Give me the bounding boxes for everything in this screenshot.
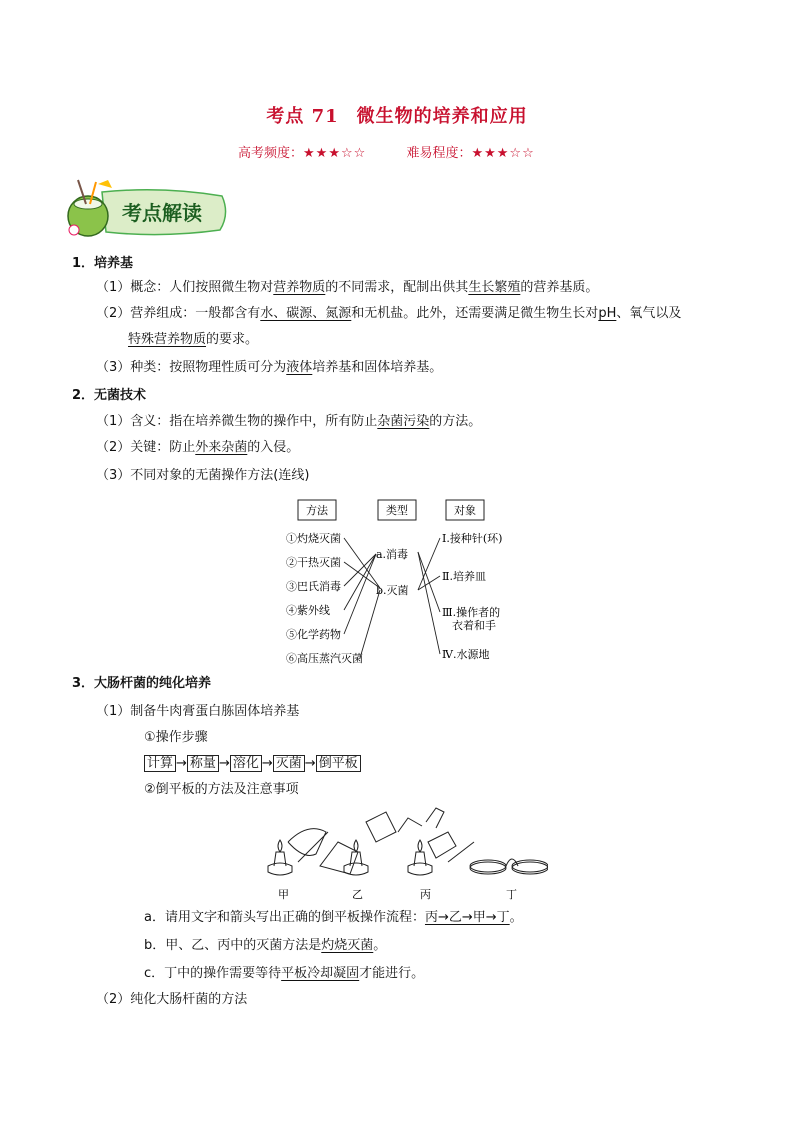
step-4: 灭菌 — [273, 755, 305, 772]
question-b: b．甲、乙、丙中的灭菌方法是灼烧灭菌。 — [144, 938, 387, 953]
method-5: ⑤化学药物 — [286, 628, 341, 641]
s1-line-3: 特殊营养物质的要求。 — [128, 332, 259, 347]
label-bing: 丙 — [420, 888, 431, 901]
object-3b: 衣着和手 — [452, 619, 496, 632]
page-title: 考点 71 微生物的培养和应用 — [266, 106, 528, 127]
difficulty-stars: ★★★☆☆ — [471, 146, 535, 161]
step-5: 倒平板 — [316, 755, 361, 772]
section-2-heading: 2．无菌技术 — [72, 388, 147, 403]
method-6: ⑥高压蒸汽灭菌 — [286, 652, 363, 665]
col-method: 方法 — [306, 504, 328, 517]
s3-line-4: （2）纯化大肠杆菌的方法 — [96, 992, 248, 1007]
s3-line-3: ②倒平板的方法及注意事项 — [144, 782, 299, 797]
difficulty-label: 难易程度： — [406, 146, 472, 161]
section-1-heading: 1．培养基 — [72, 256, 134, 271]
s1-line-2: （2）营养组成：一般都含有水、碳源、氮源和无机盐。此外，还需要满足微生物生长对pH、氧气以及 — [96, 306, 682, 321]
method-1: ①灼烧灭菌 — [286, 532, 341, 545]
step-1: 计算 — [144, 755, 176, 772]
object-2: Ⅱ.培养皿 — [442, 570, 486, 583]
col-object: 对象 — [454, 504, 476, 517]
section-banner — [62, 178, 232, 242]
method-2: ②干热灭菌 — [286, 556, 341, 569]
question-a: a．请用文字和箭头写出正确的倒平板操作流程：丙→乙→甲→丁。 — [144, 910, 523, 925]
s3-line-1: （1）制备牛肉膏蛋白胨固体培养基 — [96, 704, 300, 719]
s3-line-2: ①操作步骤 — [144, 730, 208, 745]
object-1: Ⅰ.接种针(环) — [442, 532, 503, 545]
method-3: ③巴氏消毒 — [286, 580, 341, 593]
rating-line — [238, 142, 535, 161]
operation-steps: 计算 → 称量 → 溶化 → 灭菌 → 倒平板 — [144, 754, 361, 774]
pouring-plate-figure — [248, 802, 548, 902]
sterilization-matching-diagram — [280, 496, 520, 672]
object-3: Ⅲ.操作者的 — [442, 606, 501, 619]
label-jia: 甲 — [278, 888, 289, 901]
label-ding: 丁 — [506, 888, 517, 901]
frequency-label: 高考频度： — [238, 146, 304, 161]
s1-line-1: （1）概念：人们按照微生物对营养物质的不同需求，配制出供其生长繁殖的营养基质。 — [96, 280, 599, 295]
question-c: c．丁中的操作需要等待平板冷却凝固才能进行。 — [144, 966, 425, 981]
s2-line-2: （2）关键：防止外来杂菌的入侵。 — [96, 440, 300, 455]
col-type: 类型 — [386, 504, 408, 517]
method-4: ④紫外线 — [286, 604, 330, 617]
type-a: a.消毒 — [376, 548, 409, 561]
s2-line-3: （3）不同对象的无菌操作方法(连线) — [96, 468, 310, 483]
s2-line-1: （1）含义：指在培养微生物的操作中，所有防止杂菌污染的方法。 — [96, 414, 482, 429]
step-2: 称量 — [187, 755, 219, 772]
section-3-heading: 3．大肠杆菌的纯化培养 — [72, 676, 212, 691]
banner-text: 考点解读 — [122, 201, 202, 225]
type-b: b.灭菌 — [376, 584, 409, 597]
s1-line-4: （3）种类：按照物理性质可分为液体培养基和固体培养基。 — [96, 360, 443, 375]
step-3: 溶化 — [230, 755, 262, 772]
label-yi: 乙 — [352, 888, 363, 901]
object-4: Ⅳ.水源地 — [442, 648, 490, 661]
frequency-stars: ★★★☆☆ — [303, 146, 367, 161]
